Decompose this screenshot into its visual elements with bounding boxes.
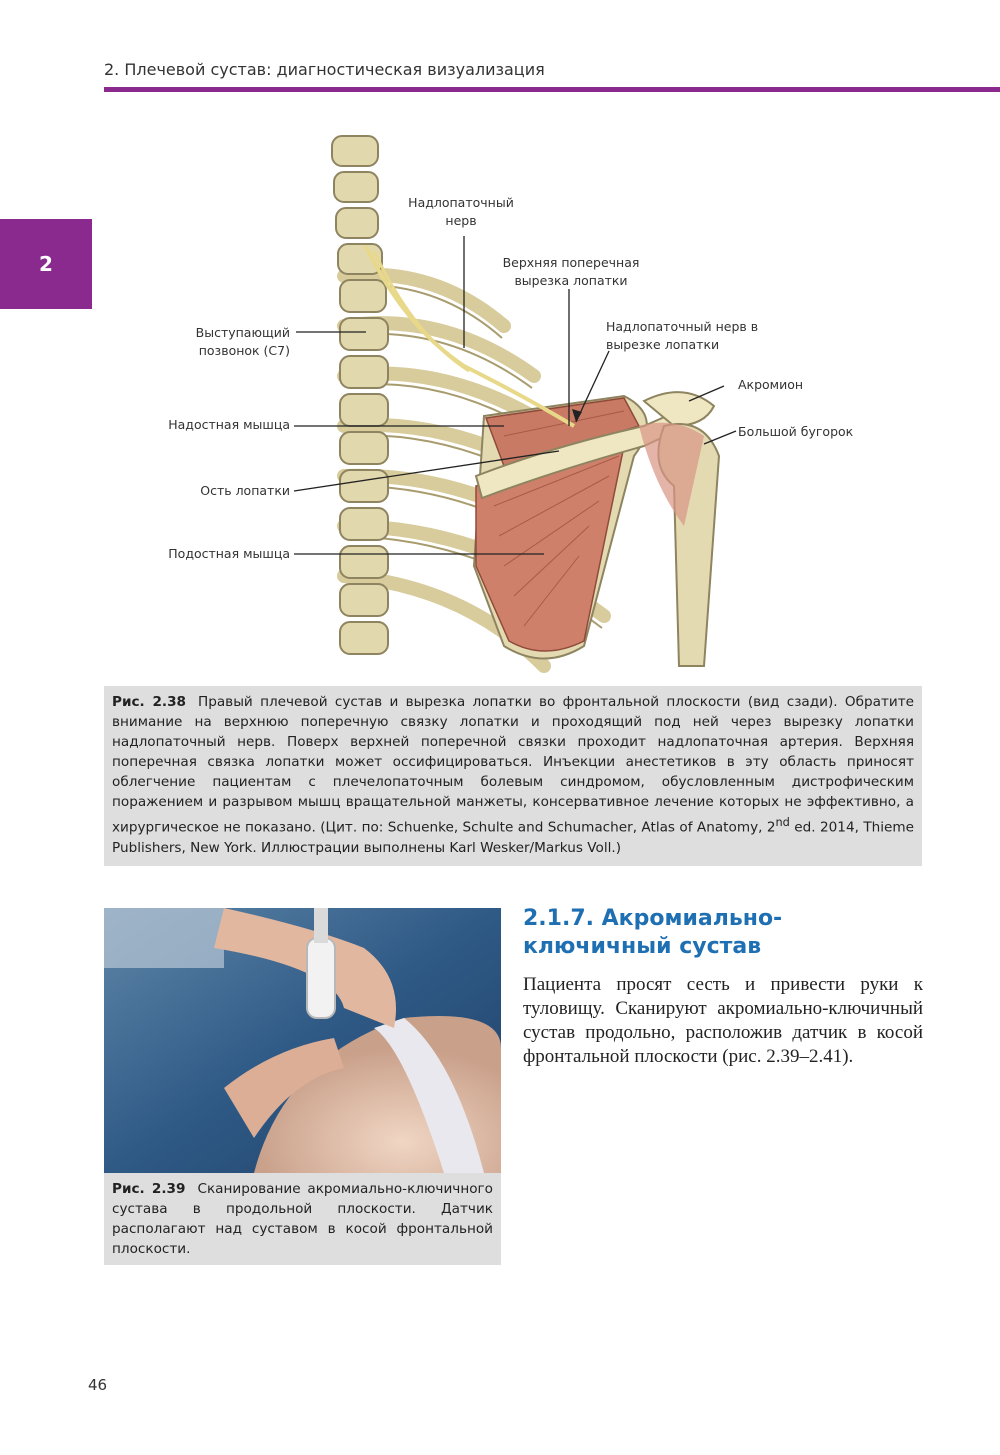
running-header-title: 2. Плечевой сустав: диагностическая визуализация (104, 60, 545, 79)
figure-shoulder-anatomy (104, 126, 922, 686)
label-greater-tubercle: Большой бугорок (738, 424, 854, 439)
figure-ultrasound-photo (104, 908, 501, 1173)
label-suprascapular-nerve: Надлопаточный нерв (408, 195, 514, 228)
label-supraspinatus: Надостная мышца (168, 417, 290, 432)
running-header (104, 58, 1000, 94)
section-heading: 2.1.7. Акромиально-ключичный сустав (523, 906, 783, 959)
figure-caption-2-38 (104, 686, 922, 866)
label-acromion: Акромион (738, 377, 804, 392)
page-number: 46 (88, 1376, 108, 1394)
label-scapular-spine: Ость лопатки (200, 483, 290, 498)
figure-caption-text: Правый плечевой сустав и вырезка лопатки во фронтальной плоскости (вид сзади). Обратите внимание на верхнюю поперечную связку лопатки и проходящий под ней через вырезку лопатки надлопаточный нерв. Поверх верхней поперечной связки проходит надлопаточная артерия. Верхняя поперечная связка лопатки может оссифицироваться. Инъекции анестетиков в эту область приносят облегчение пациентам с плечелопаточным болевым синдромом, обусловленным дистрофическим поражением и разрывом мышц вращательной манжеты, консервативное лечение которых не эффективно, а хирургическое не показано. (Цит. по: Schuenke, Schulte and Schumacher, Atlas of Anatomy, 2 (112, 694, 915, 836)
figure-caption-superscript: nd (775, 815, 790, 829)
figure-2-caption-label: Рис. 2.39 (112, 1181, 186, 1197)
ultrasound-photo-illustration (104, 908, 501, 1173)
label-prominent-vertebra: Выступающий позвонок (С7) (195, 325, 290, 358)
figure-caption-2-39 (104, 1173, 501, 1265)
chapter-tab (0, 219, 92, 309)
figure-caption-label: Рис. 2.38 (112, 694, 186, 710)
figure-2-caption-text: Сканирование акромиально-ключичного сустава в продольной плоскости. Датчик располагают над суставом в косой фронтальной плоскости. (112, 1181, 493, 1257)
chapter-tab-label: 2 (39, 252, 53, 276)
header-rule (104, 87, 1000, 92)
label-infraspinatus: Подостная мышца (168, 546, 290, 561)
figure-caption-tail: ed. 2014, Thieme Publishers, New York. Иллюстрации выполнены Karl Wesker/Markus Voll.) (112, 819, 914, 856)
label-superior-transverse-notch: Верхняя поперечная вырезка лопатки (502, 255, 640, 288)
section-body-text: Пациента просят сесть и привести руки к туловищу. Сканируют акромиально-ключичный сустав продольно, расположив датчик в косой фронтальной плоскости (рис. 2.39–2.41). (523, 974, 923, 1067)
label-nerve-in-notch: Надлопаточный нерв в вырезке лопатки (606, 319, 759, 352)
